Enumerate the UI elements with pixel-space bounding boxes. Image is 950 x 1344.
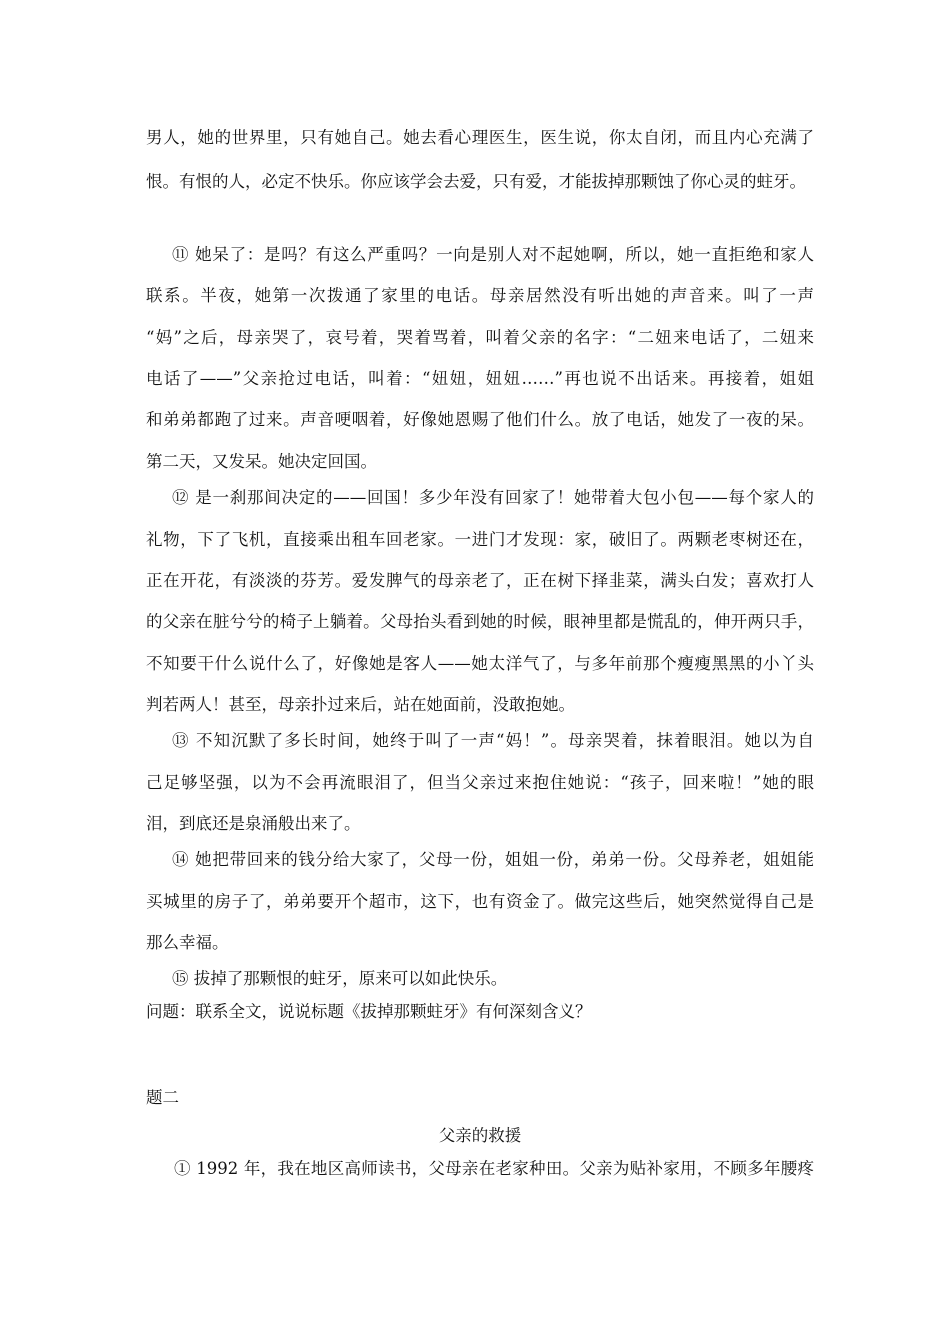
text-line: 和弟弟都跑了过来。声音哽咽着，好像她恩赐了他们什么。放了电话，她发了一夜的呆。: [146, 410, 814, 429]
text-line: 恨。有恨的人，必定不快乐。你应该学会去爱，只有爱，才能拔掉那颗蚀了你心灵的蛀牙。: [146, 172, 806, 191]
text-line: 判若两人！甚至，母亲扑过来后，站在她面前，没敢抱她。: [146, 695, 575, 714]
paragraph-11-line: ⑪ 她呆了：是吗？有这么严重吗？一向是别人对不起她啊，所以，她一直拒绝和家人: [172, 245, 814, 264]
paragraph-13-line: ⑬ 不知沉默了多长时间，她终于叫了一声“妈！”。母亲哭着，抹着眼泪。她以为自: [172, 731, 814, 750]
text-line: 的父亲在脏兮兮的椅子上躺着。父母抬头看到她的时候，眼神里都是慌乱的，伸开两只手，: [146, 612, 814, 631]
text-line: 电话了——”父亲抢过电话，叫着：“妞妞，妞妞……”再也说不出话来。再接着，姐姐: [146, 369, 814, 388]
article-title: 父亲的救援: [438, 1126, 522, 1145]
text-line: 男人，她的世界里，只有她自己。她去看心理医生，医生说，你太自闭，而且内心充满了: [146, 128, 814, 147]
paragraph-15-line: ⑮ 拔掉了那颗恨的蛀牙，原来可以如此快乐。: [172, 969, 508, 988]
text-line: 那么幸福。: [146, 933, 229, 952]
text-line: 第二天，又发呆。她决定回国。: [146, 452, 377, 471]
text-line: 买城里的房子了，弟弟要开个超市，这下，也有资金了。做完这些后，她突然觉得自己是: [146, 892, 814, 911]
paragraph-14-line: ⑭ 她把带回来的钱分给大家了，父母一份，姐姐一份，弟弟一份。父母养老，姐姐能: [172, 850, 814, 869]
text-line: 己足够坚强，以为不会再流眼泪了，但当父亲过来抱住她说：“孩子，回来啦！”她的眼: [146, 773, 814, 792]
text-line: 不知要干什么说什么了，好像她是客人——她太洋气了，与多年前那个瘦瘦黑黑的小丫头: [146, 654, 814, 673]
text-line: “妈”之后，母亲哭了，哀号着，哭着骂着，叫着父亲的名字：“二妞来电话了，二妞来: [146, 328, 814, 347]
paragraph-1-line: ① 1992 年，我在地区高师读书，父母亲在老家种田。父亲为贴补家用，不顾多年腰疼: [174, 1159, 814, 1178]
section-heading: 题二: [146, 1088, 179, 1107]
paragraph-12-line: ⑫ 是一刹那间决定的——回国！多少年没有回家了！她带着大包小包——每个家人的: [172, 488, 814, 507]
text-line: 正在开花，有淡淡的芬芳。爱发脾气的母亲老了，正在树下择韭菜，满头白发；喜欢打人: [146, 571, 814, 590]
question-line: 问题：联系全文，说说标题《拔掉那颗蛀牙》有何深刻含义？: [146, 1002, 592, 1021]
text-line: 礼物，下了飞机，直接乘出租车回老家。一进门才发现：家，破旧了。两颗老枣树还在，: [146, 530, 814, 549]
text-line: 联系。半夜，她第一次拨通了家里的电话。母亲居然没有听出她的声音来。叫了一声: [146, 286, 814, 305]
text-line: 泪，到底还是泉涌般出来了。: [146, 814, 361, 833]
